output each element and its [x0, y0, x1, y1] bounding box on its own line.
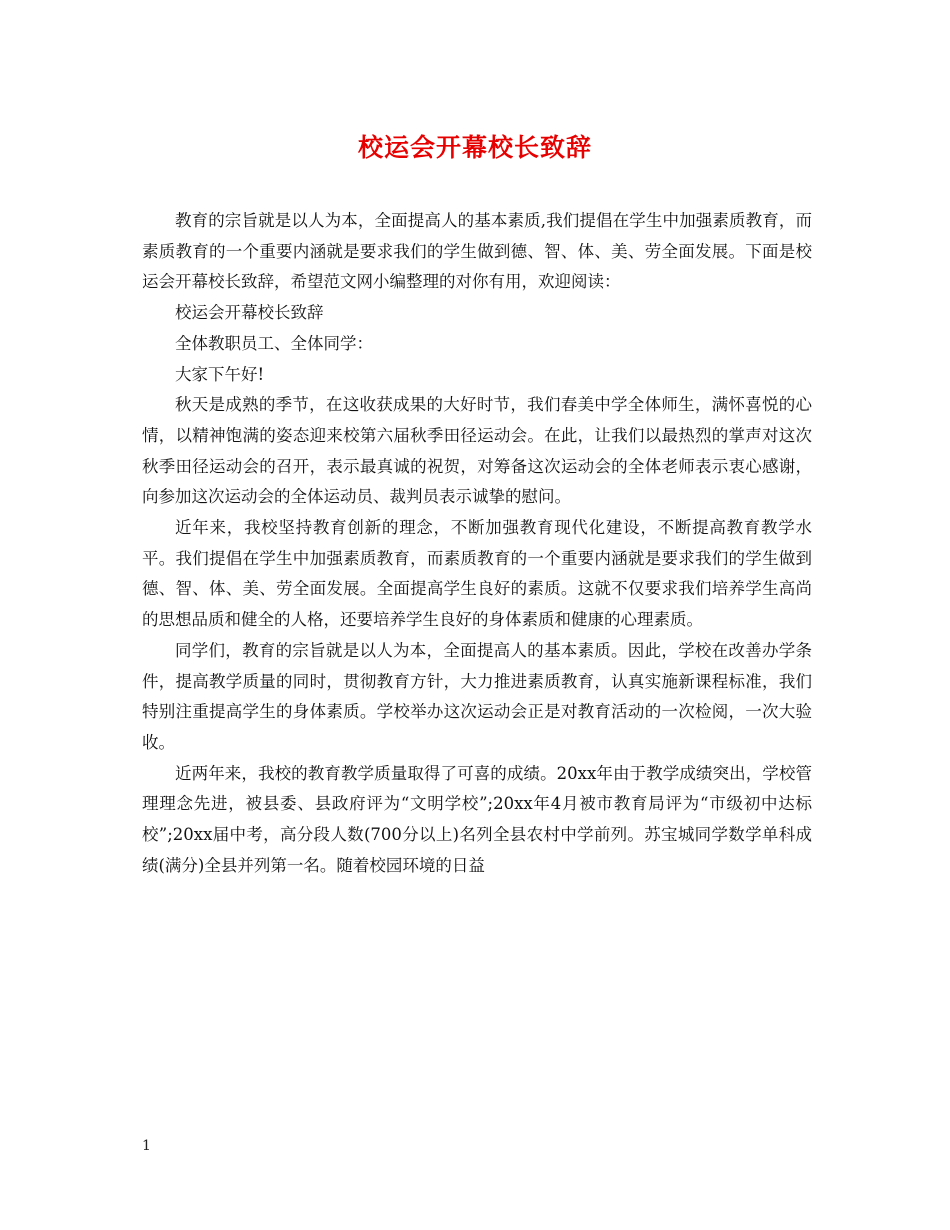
speech-heading: 校运会开幕校长致辞: [175, 303, 324, 323]
document-body: [142, 206, 812, 881]
intro-paragraph: 教育的宗旨就是以人为本，全面提高人的基本素质,我们提倡在学生中加强素质教育，而素质教育的一个重要内涵就是要求我们的学生做到德、智、体、美、劳全面发展。下面是校运会开幕校长致辞，希望范文网小编整理的对你有用，欢迎阅读：: [142, 211, 812, 292]
page-number: 1: [142, 1138, 151, 1154]
page-title: 校运会开幕校长致辞: [357, 133, 592, 162]
salutation: 全体教职员工、全体同学：: [175, 333, 373, 353]
body-paragraph: 秋天是成熟的季节，在这收获成果的大好时节，我们春美中学全体师生，满怀喜悦的心情，以精神饱满的姿态迎来校第六届秋季田径运动会。在此，让我们以最热烈的掌声对这次秋季田径运动会的召开，表示最真诚的祝贺，对筹备这次运动会的全体老师表示衷心感谢，向参加这次运动会的全体运动员、裁判员表示诚挚的慰问。: [142, 395, 812, 507]
body-paragraph: 同学们，教育的宗旨就是以人为本，全面提高人的基本素质。因此，学校在改善办学条件，提高教学质量的同时，贯彻教育方针，大力推进素质教育，认真实施新课程标准，我们特别注重提高学生的身体素质。学校举办这次运动会正是对教育活动的一次检阅，一次大验收。: [142, 640, 812, 752]
body-paragraph: 近两年来，我校的教育教学质量取得了可喜的成绩。20xx年由于教学成绩突出，学校管理理念先进，被县委、县政府评为“文明学校”;20xx年4月被市教育局评为“市级初中达标校”;20xx届中考，高分段人数(700分以上)名列全县农村中学前列。苏宝城同学数学单科成绩(满分)全县并列第一名。随着校园环境的日益: [142, 763, 812, 875]
greeting: 大家下午好!: [175, 364, 265, 384]
body-paragraph: 近年来，我校坚持教育创新的理念，不断加强教育现代化建设，不断提高教育教学水平。我们提倡在学生中加强素质教育，而素质教育的一个重要内涵就是要求我们的学生做到德、智、体、美、劳全面发展。全面提高学生良好的素质。这就不仅要求我们培养学生高尚的思想品质和健全的人格，还要培养学生良好的身体素质和健康的心理素质。: [142, 518, 812, 630]
